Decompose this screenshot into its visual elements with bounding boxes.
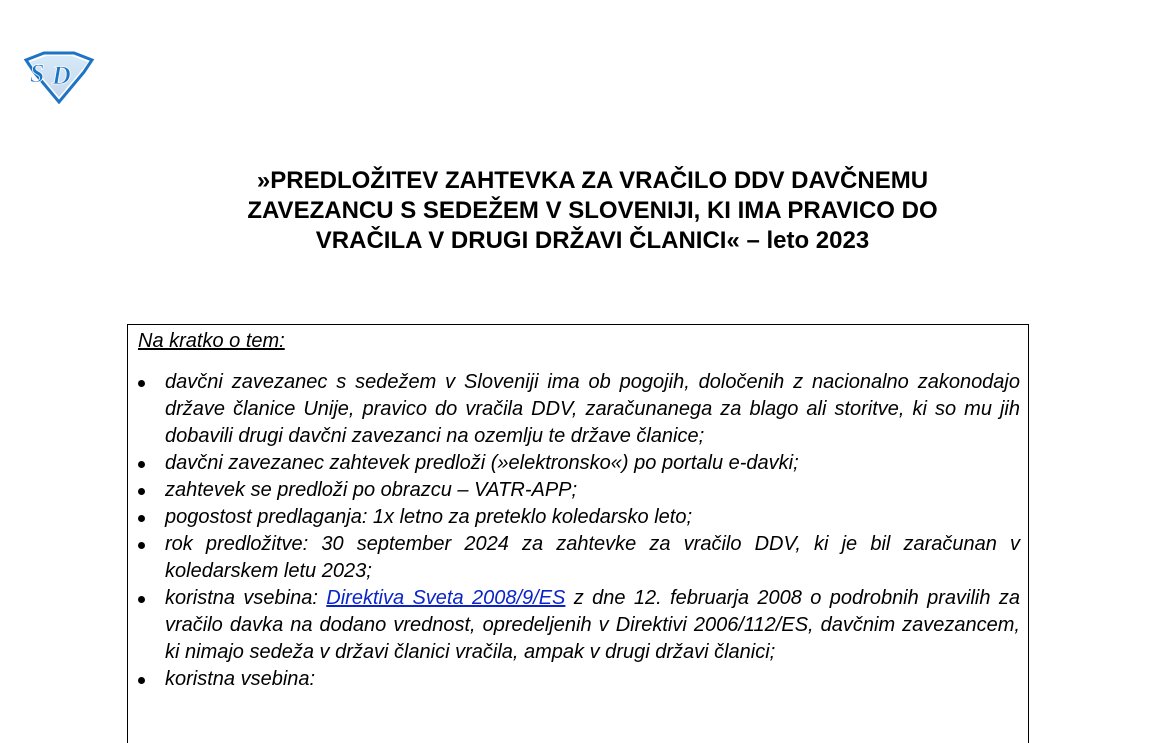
bullet-icon: [138, 596, 145, 603]
bullet-icon: [138, 461, 145, 468]
svg-text:D: D: [52, 61, 71, 90]
bullet-icon: [138, 488, 145, 495]
bullet-icon: [138, 380, 145, 387]
list-item: rok predložitve: 30 september 2024 za zahtevke za vračilo DDV, ki je bil zaračunan v koledarskem letu 2023;: [128, 531, 1028, 585]
list-item: pogostost predlaganja: 1x letno za preteklo koledarsko leto;: [128, 504, 1028, 531]
summary-heading: Na kratko o tem:: [138, 330, 285, 352]
title-line-3: VRAČILA V DRUGI DRŽAVI ČLANICI« – leto 2023: [315, 227, 870, 254]
bullet-icon: [138, 515, 145, 522]
list-item: koristna vsebina:: [128, 666, 1028, 693]
sd-shield-logo-icon: [22, 50, 96, 104]
bullet-icon: [138, 677, 145, 684]
list-item: davčni zavezanec zahtevek predloži (»elektronsko«) po portalu e-davki;: [128, 450, 1028, 477]
document-title: [100, 166, 1085, 256]
directive-link[interactable]: Direktiva Sveta 2008/9/ES: [326, 587, 566, 609]
list-item: koristna vsebina: Direktiva Sveta 2008/9/ES z dne 12. februarja 2008 o podrobnih pravilih za vračilo davka na dodano vrednost, opredeljenih v Direktivi 2006/112/ES, davčnim zavezancem, ki nimajo sedeža v državi članici vračila, ampak v drugi državi članici;: [128, 585, 1028, 666]
list-item: davčni zavezanec s sedežem v Sloveniji ima ob pogojih, določenih z nacionalno zakonodajo države članice Unije, pravico do vračila DDV, zaračunanega za blago ali storitve, ki so mu jih dobavili drugi davčni zavezanci na ozemlju te države članice;: [128, 369, 1028, 450]
bullet-icon: [138, 542, 145, 549]
summary-list: [128, 369, 1028, 693]
title-line-2: ZAVEZANCU S SEDEŽEM V SLOVENIJI, KI IMA PRAVICO DO: [247, 197, 938, 224]
svg-text:S: S: [30, 59, 45, 88]
title-line-1: »PREDLOŽITEV ZAHTEVKA ZA VRAČILO DDV DAVČNEMU: [256, 167, 929, 194]
list-item: zahtevek se predloži po obrazcu – VATR-APP;: [128, 477, 1028, 504]
summary-box: [127, 324, 1029, 743]
